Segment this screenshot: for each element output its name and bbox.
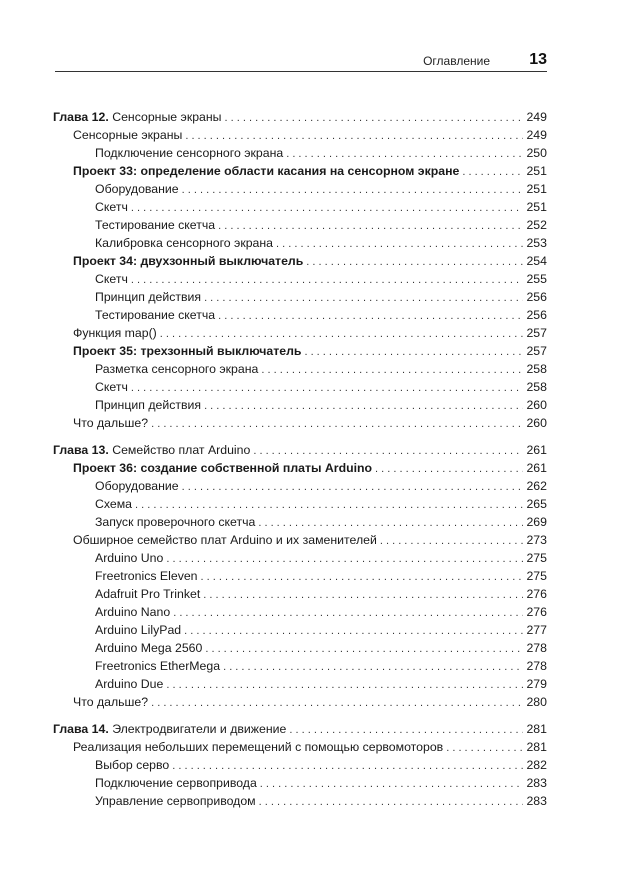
toc-entry-title: Arduino Nano	[95, 605, 171, 619]
toc-page-number: 279	[526, 677, 547, 691]
toc-entry-title: Arduino Due	[95, 677, 164, 691]
toc-entry-title: Разметка сенсорного экрана	[95, 362, 259, 376]
toc-chapter-row[interactable]	[53, 441, 547, 459]
toc-entry-title: Принцип действия	[95, 290, 202, 304]
toc-entry-title: Реализация небольших перемещений с помощью сервомоторов	[73, 740, 444, 754]
dot-leader	[173, 604, 523, 622]
dot-leader	[306, 253, 523, 271]
toc-entry-title: Что дальше?	[73, 416, 149, 430]
toc-page-number: 273	[526, 533, 547, 547]
header-rule	[55, 71, 547, 72]
toc-chapter-label: Глава 14.	[53, 722, 109, 736]
dot-leader	[253, 442, 523, 460]
dot-leader	[225, 109, 524, 127]
dot-leader	[166, 676, 523, 694]
toc-chapter-title	[53, 720, 286, 738]
toc-entry[interactable]	[53, 549, 547, 567]
dot-leader	[259, 793, 524, 811]
toc-entry[interactable]	[53, 585, 547, 603]
toc-page-number: 262	[526, 479, 547, 493]
toc-entry[interactable]	[53, 756, 547, 774]
toc-entry-title: Скетч	[95, 200, 128, 214]
toc-entry[interactable]	[53, 567, 547, 585]
dot-leader	[185, 127, 523, 145]
toc-entry-title: Проект 33: определение области касания на сенсорном экране	[73, 164, 460, 178]
dot-leader	[135, 496, 523, 514]
toc-page-number: 258	[526, 362, 547, 376]
dot-leader	[131, 271, 524, 289]
toc-entry-title: Управление сервоприводом	[95, 794, 256, 808]
toc-page-number: 249	[526, 110, 547, 124]
toc-entry-title: Adafruit Pro Trinket	[95, 587, 201, 601]
toc-entry-title: Запуск проверочного скетча	[95, 515, 256, 529]
toc-entry[interactable]	[53, 162, 547, 180]
toc-chapter	[53, 720, 547, 810]
toc-chapter-row[interactable]	[53, 720, 547, 738]
dot-leader	[172, 757, 523, 775]
toc-entry-title: Оборудование	[95, 182, 179, 196]
toc-entry[interactable]	[53, 657, 547, 675]
toc-entry[interactable]	[53, 693, 547, 711]
toc-chapter-label: Глава 13.	[53, 443, 109, 457]
dot-leader	[223, 658, 523, 676]
dot-leader	[289, 721, 523, 739]
toc-entry-title: Arduino Mega 2560	[95, 641, 203, 655]
toc-chapter-label: Глава 12.	[53, 110, 109, 124]
toc-page-number: 281	[526, 740, 547, 754]
toc-page-number: 256	[526, 308, 547, 322]
toc-entry-title: Принцип действия	[95, 398, 202, 412]
toc-page-number: 254	[526, 254, 547, 268]
toc-page-number: 261	[526, 443, 547, 457]
dot-leader	[375, 460, 523, 478]
toc-page-number: 251	[526, 200, 547, 214]
toc-page-number: 281	[526, 722, 547, 736]
running-title: Оглавление	[423, 54, 490, 68]
dot-leader	[151, 415, 523, 433]
dot-leader	[286, 145, 523, 163]
toc-entry[interactable]	[53, 675, 547, 693]
toc-page-number: 257	[526, 344, 547, 358]
toc-entry[interactable]	[53, 378, 547, 396]
dot-leader	[218, 217, 523, 235]
dot-leader	[261, 361, 523, 379]
dot-leader	[218, 307, 523, 325]
toc-page-number: 282	[526, 758, 547, 772]
toc-page-number: 256	[526, 290, 547, 304]
toc-entry[interactable]	[53, 270, 547, 288]
dot-leader	[204, 397, 523, 415]
dot-leader	[380, 532, 524, 550]
toc-entry-title: Оборудование	[95, 479, 179, 493]
toc-entry[interactable]	[53, 477, 547, 495]
toc-entry-title: Подключение сенсорного экрана	[95, 146, 284, 160]
toc-entry-title: Калибровка сенсорного экрана	[95, 236, 274, 250]
toc-page-number: 260	[526, 416, 547, 430]
toc-page-number: 278	[526, 641, 547, 655]
toc-entry-title: Freetronics Eleven	[95, 569, 198, 583]
toc-entry[interactable]	[53, 342, 547, 360]
toc-entry-title: Сенсорные экраны	[73, 128, 183, 142]
table-of-contents	[53, 108, 547, 819]
dot-leader	[203, 586, 523, 604]
dot-leader	[276, 235, 523, 253]
dot-leader	[446, 739, 523, 757]
toc-entry-title: Тестирование скетча	[95, 308, 216, 322]
dot-leader	[260, 775, 524, 793]
toc-entry-title: Схема	[95, 497, 133, 511]
toc-entry[interactable]	[53, 621, 547, 639]
toc-page-number: 252	[526, 218, 547, 232]
toc-entry-title: Подключение сервопривода	[95, 776, 257, 790]
page-header	[55, 52, 547, 72]
toc-entry-title: Функция map()	[73, 326, 157, 340]
dot-leader	[204, 289, 523, 307]
toc-chapter-title	[53, 108, 222, 126]
toc-page-number: 276	[526, 587, 547, 601]
toc-entry-title: Проект 35: трехзонный выключатель	[73, 344, 302, 358]
toc-page-number: 275	[526, 551, 547, 565]
toc-chapter	[53, 108, 547, 432]
toc-page-number: 283	[526, 794, 547, 808]
toc-entry-title: Проект 34: двухзонный выключатель	[73, 254, 304, 268]
toc-chapter-name: Электродвигатели и движение	[112, 722, 287, 736]
toc-entry[interactable]	[53, 360, 547, 378]
toc-entry-title: Что дальше?	[73, 695, 149, 709]
toc-page-number: 257	[526, 326, 547, 340]
dot-leader	[182, 181, 524, 199]
toc-page-number: 283	[526, 776, 547, 790]
toc-page-number: 250	[526, 146, 547, 160]
toc-entry[interactable]	[53, 396, 547, 414]
toc-entry[interactable]	[53, 198, 547, 216]
dot-leader	[131, 199, 524, 217]
toc-page-number: 255	[526, 272, 547, 286]
toc-chapter-name: Сенсорные экраны	[112, 110, 222, 124]
toc-page-number: 276	[526, 605, 547, 619]
toc-page-number: 269	[526, 515, 547, 529]
dot-leader	[131, 379, 524, 397]
toc-entry[interactable]	[53, 792, 547, 810]
toc-page-number: 260	[526, 398, 547, 412]
dot-leader	[201, 568, 524, 586]
toc-entry[interactable]	[53, 180, 547, 198]
toc-chapter-row[interactable]	[53, 108, 547, 126]
toc-entry[interactable]	[53, 216, 547, 234]
toc-entry-title: Скетч	[95, 272, 128, 286]
dot-leader	[205, 640, 523, 658]
toc-chapter-title	[53, 441, 250, 459]
toc-page-number: 280	[526, 695, 547, 709]
toc-entry[interactable]	[53, 531, 547, 549]
toc-entry[interactable]	[53, 603, 547, 621]
page-number: 13	[529, 51, 547, 68]
toc-entry[interactable]	[53, 513, 547, 531]
toc-page-number: 277	[526, 623, 547, 637]
toc-entry[interactable]	[53, 414, 547, 432]
toc-entry[interactable]	[53, 252, 547, 270]
toc-entry[interactable]	[53, 459, 547, 477]
toc-chapter-name: Семейство плат Arduino	[112, 443, 251, 457]
toc-entry[interactable]	[53, 288, 547, 306]
toc-page-number: 275	[526, 569, 547, 583]
toc-entry[interactable]	[53, 306, 547, 324]
toc-entry-title: Freetronics EtherMega	[95, 659, 221, 673]
toc-entry[interactable]	[53, 126, 547, 144]
toc-entry[interactable]	[53, 774, 547, 792]
toc-page-number: 261	[526, 461, 547, 475]
toc-entry[interactable]	[53, 234, 547, 252]
toc-entry-title: Arduino LilyPad	[95, 623, 182, 637]
toc-entry[interactable]	[53, 144, 547, 162]
dot-leader	[184, 622, 523, 640]
dot-leader	[160, 325, 524, 343]
toc-chapter	[53, 441, 547, 711]
toc-entry-title: Обширное семейство плат Arduino и их заменителей	[73, 533, 377, 547]
dot-leader	[258, 514, 523, 532]
toc-page-number: 265	[526, 497, 547, 511]
toc-entry[interactable]	[53, 324, 547, 342]
toc-page-number: 251	[526, 164, 547, 178]
dot-leader	[182, 478, 524, 496]
toc-entry[interactable]	[53, 738, 547, 756]
toc-entry[interactable]	[53, 495, 547, 513]
toc-page-number: 253	[526, 236, 547, 250]
dot-leader	[166, 550, 523, 568]
toc-entry-title: Проект 36: создание собственной платы Arduino	[73, 461, 373, 475]
toc-page-number: 249	[526, 128, 547, 142]
toc-entry-title: Скетч	[95, 380, 128, 394]
toc-entry-title: Выбор серво	[95, 758, 170, 772]
toc-entry[interactable]	[53, 639, 547, 657]
toc-page-number: 278	[526, 659, 547, 673]
toc-page-number: 251	[526, 182, 547, 196]
toc-entry-title: Тестирование скетча	[95, 218, 216, 232]
dot-leader	[462, 163, 523, 181]
toc-page-number: 258	[526, 380, 547, 394]
dot-leader	[304, 343, 523, 361]
toc-entry-title: Arduino Uno	[95, 551, 164, 565]
dot-leader	[151, 694, 523, 712]
